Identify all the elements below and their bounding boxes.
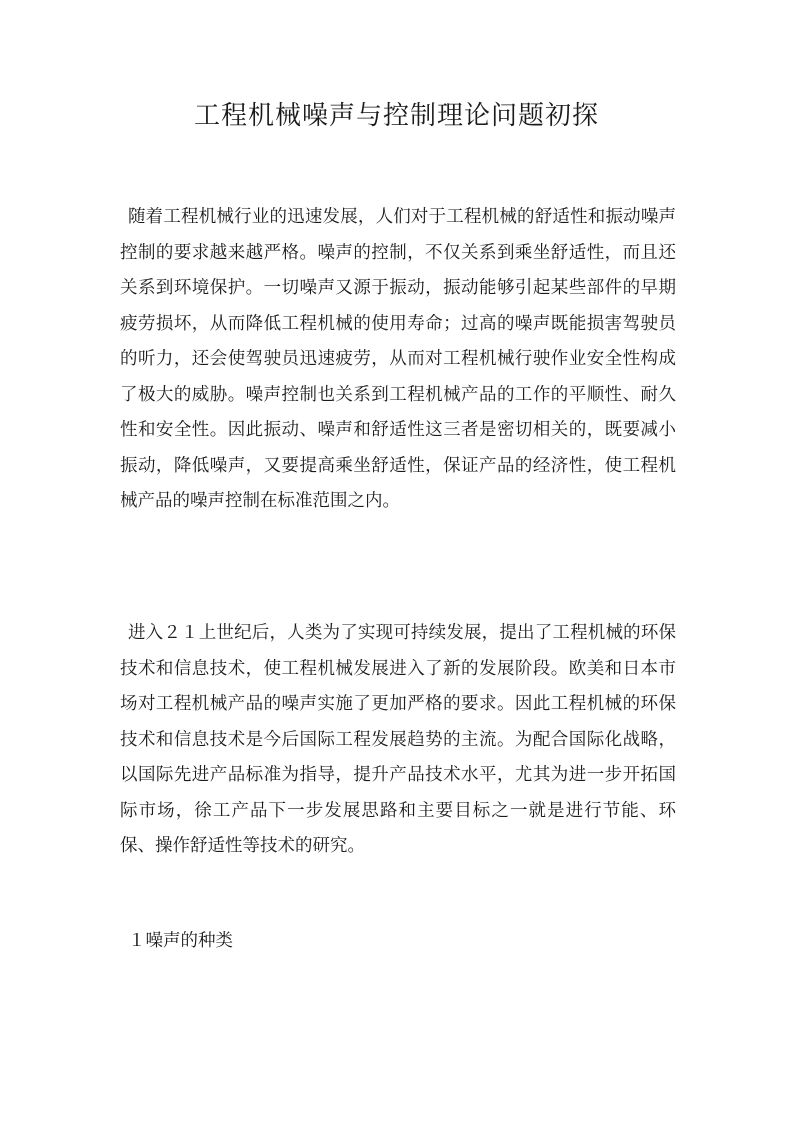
document-title: 工程机械噪声与控制理论问题初探 <box>193 101 599 131</box>
body-paragraph-1: 随着工程机械行业的迅速发展，人们对于工程机械的舒适性和振动噪声控制的要求越来越严格。噪声的控制，不仅关系到乘坐舒适性，而且还关系到环境保护。一切噪声又源于振动，振动能够引起某些部件的早期疲劳损坏，从而降低工程机械的使用寿命；过高的噪声既能损害驾驶员的听力，还会使驾驶员迅速疲劳，从而对工程机械行驶作业安全性构成了极大的威胁。噪声控制也关系到工程机械产品的工作的平顺性、耐久性和安全性。因此振动、噪声和舒适性这三者是密切相关的，既要减小振动，降低噪声，又要提高乘坐舒适性，保证产品的经济性，使工程机械产品的噪声控制在标准范围之内。 <box>120 207 676 511</box>
section-heading: １噪声的种类 <box>128 931 233 951</box>
body-paragraph-2: 进入２１上世纪后，人类为了实现可持续发展，提出了工程机械的环保技术和信息技术，使工程机械发展进入了新的发展阶段。欧美和日本市场对工程机械产品的噪声实施了更加严格的要求。因此工程机械的环保技术和信息技术是今后国际工程发展趋势的主流。为配合国际化战略，以国际先进产品标准为指导，提升产品技术水平，尤其为进一步开拓国际市场，徐工产品下一步发展思路和主要目标之一就是进行节能、环保、操作舒适性等技术的研究。 <box>120 623 676 856</box>
